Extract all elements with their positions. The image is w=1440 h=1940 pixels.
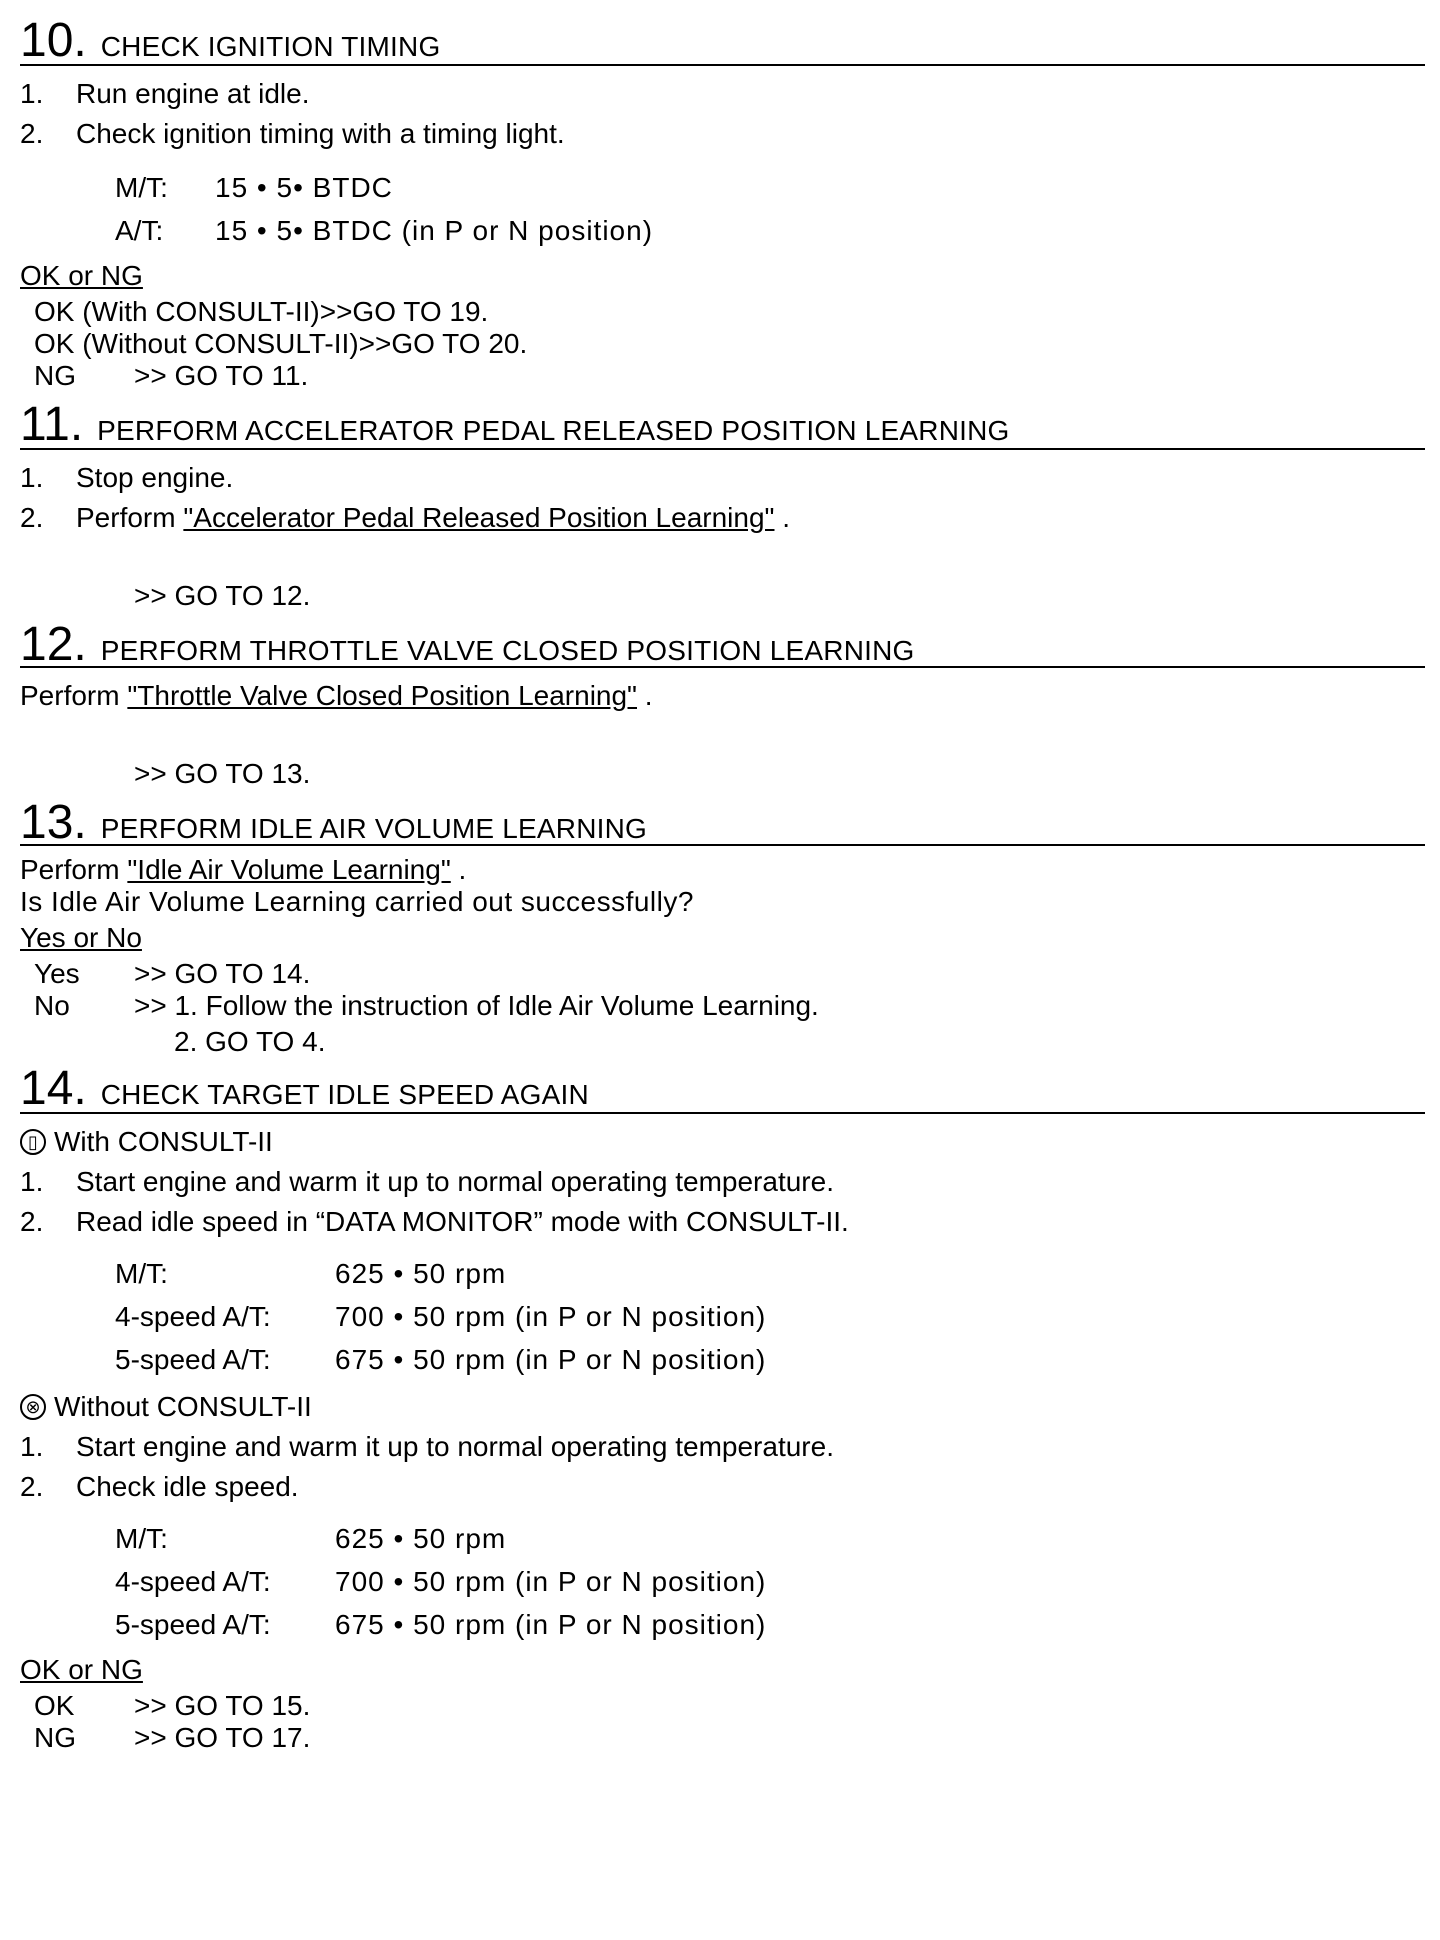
step: 2. Perform "Accelerator Pedal Released Position Learning" . [20, 498, 1425, 538]
idle-air-volume-learning-link[interactable]: "Idle Air Volume Learning" [127, 854, 451, 885]
step: Perform "Throttle Valve Closed Position Learning" . [20, 676, 1425, 716]
step: 1. Run engine at idle. [20, 78, 310, 109]
step: 2. Check idle speed. [20, 1471, 299, 1502]
consult-icon: ▯ [20, 1129, 46, 1155]
spec-row: M/T: 15 • 5• BTDC [115, 172, 393, 203]
accelerator-pedal-learning-link[interactable]: "Accelerator Pedal Released Position Learning" [183, 502, 775, 533]
spec-row: M/T: 625 • 50 rpm [115, 1523, 507, 1554]
result-label: OK or NG [20, 260, 143, 291]
question: Is Idle Air Volume Learning carried out successfully? [20, 886, 694, 917]
go-to: >> GO TO 13. [134, 758, 311, 789]
step: 1. Start engine and warm it up to normal operating temperature. [20, 1431, 834, 1462]
divider [20, 64, 1425, 66]
section-14-heading: 14 . CHECK TARGET IDLE SPEED AGAIN [20, 1062, 589, 1115]
section-12-heading: 12 . PERFORM THROTTLE VALVE CLOSED POSITION LEARNING [20, 618, 915, 671]
result-row: OK (Without CONSULT-II) >>GO TO 20. [34, 328, 528, 359]
with-consult-mode: ▯ With CONSULT-II [20, 1122, 1425, 1162]
step: 1. Stop engine. [20, 462, 234, 493]
throttle-valve-learning-link[interactable]: "Throttle Valve Closed Position Learning" [127, 680, 637, 711]
divider [20, 1112, 1425, 1114]
service-manual-page [20, 0, 1425, 1754]
result-row: NG >> GO TO 11. [34, 360, 309, 391]
spec-row: 4-speed A/T: 700 • 50 rpm (in P or N position) [115, 1301, 767, 1332]
result-label: OK or NG [20, 1654, 143, 1685]
step: 2. Read idle speed in “DATA MONITOR” mode with CONSULT-II. [20, 1206, 849, 1237]
no-consult-icon: ⊗ [20, 1394, 46, 1420]
divider [20, 448, 1425, 450]
section-10-heading: 10 . CHECK IGNITION TIMING [20, 14, 441, 67]
without-consult-mode: ⊗ Without CONSULT-II [20, 1387, 1425, 1427]
result-row: OK (With CONSULT-II) >>GO TO 19. [34, 296, 489, 327]
instruction: Perform "Idle Air Volume Learning" . [20, 854, 467, 885]
spec-row: A/T: 15 • 5• BTDC (in P or N position) [115, 215, 654, 246]
step: 2. Check ignition timing with a timing light. [20, 118, 565, 149]
section-13-heading: 13 . PERFORM IDLE AIR VOLUME LEARNING [20, 796, 648, 849]
result-row: NG >> GO TO 17. [34, 1722, 311, 1753]
result-row: OK >> GO TO 15. [34, 1690, 311, 1721]
step: 1. Start engine and warm it up to normal operating temperature. [20, 1166, 834, 1197]
section-number: 10 [20, 14, 74, 67]
result-label: Yes or No [20, 922, 142, 953]
section-title: CHECK IGNITION TIMING [100, 31, 441, 62]
spec-row: M/T: 625 • 50 rpm [115, 1258, 507, 1289]
go-to: >> GO TO 12. [134, 580, 311, 611]
spec-row: 4-speed A/T: 700 • 50 rpm (in P or N position) [115, 1566, 767, 1597]
result-row: Yes >> GO TO 14. [34, 958, 311, 989]
spec-row: 5-speed A/T: 675 • 50 rpm (in P or N position) [115, 1344, 767, 1375]
spec-row: 5-speed A/T: 675 • 50 rpm (in P or N position) [115, 1609, 767, 1640]
section-11-heading: 11 . PERFORM ACCELERATOR PEDAL RELEASED POSITION LEARNING [20, 398, 1010, 451]
result-subitem: 2. GO TO 4. [174, 1026, 326, 1057]
result-row: No >> 1. Follow the instruction of Idle Air Volume Learning. [34, 990, 819, 1021]
